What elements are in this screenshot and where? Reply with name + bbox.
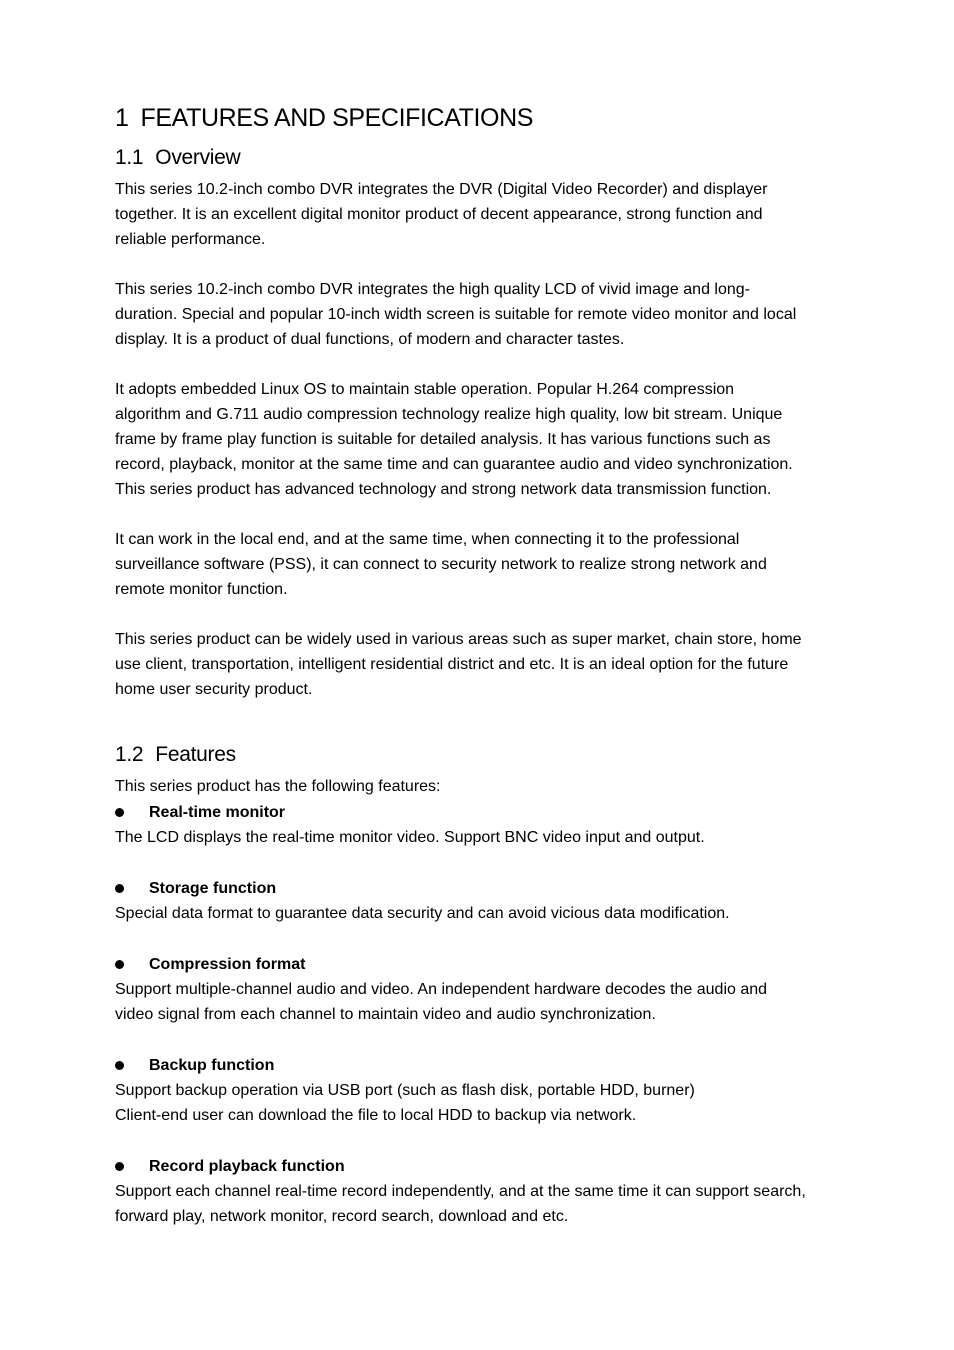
feature-title-compression-format: Compression format	[115, 952, 847, 977]
feature-item-record-playback	[115, 1154, 847, 1229]
feature-title-record-playback: Record playback function	[115, 1154, 847, 1179]
overview-title: Overview	[155, 146, 241, 169]
feature-desc-storage-function: Special data format to guarantee data security and can avoid vicious data modification.	[115, 905, 730, 922]
feature-item-realtime-monitor	[115, 800, 847, 850]
features-title: Features	[155, 743, 236, 766]
overview-number: 1.1	[115, 146, 144, 169]
chapter-heading	[115, 98, 847, 138]
feature-title-storage-function: Storage function	[115, 876, 847, 901]
overview-heading	[115, 143, 847, 173]
overview-paragraph-3: It adopts embedded Linux OS to maintain stable operation. Popular H.264 compression algorithm and G.711 audio compression technology realize high quality, low bit stream. Unique frame by frame play function is suitable for detailed analysis. It has various functions such as record, playback, monitor at the same time and can guarantee audio and video synchronization. This series product has advanced technology and strong network data transmission function.	[115, 381, 793, 498]
feature-item-compression-format	[115, 952, 847, 1027]
features-intro: This series product has the following features:	[115, 778, 441, 795]
feature-item-backup-function	[115, 1053, 847, 1128]
overview-paragraph-1: This series 10.2-inch combo DVR integrates the DVR (Digital Video Recorder) and displayer together. It is an excellent digital monitor product of decent appearance, strong function and reliable performance.	[115, 181, 768, 248]
document-page	[115, 98, 847, 1229]
bullet-icon	[115, 884, 124, 893]
chapter-title: FEATURES AND SPECIFICATIONS	[140, 104, 534, 132]
overview-paragraph-2: This series 10.2-inch combo DVR integrates the high quality LCD of vivid image and long- duration. Special and popular 10-inch width screen is suitable for remote video monitor and local display. It is a product of dual functions, of modern and character tastes.	[115, 281, 797, 348]
bullet-icon	[115, 1162, 124, 1171]
feature-desc-realtime-monitor: The LCD displays the real-time monitor video. Support BNC video input and output.	[115, 829, 705, 846]
overview-body	[115, 177, 847, 702]
feature-item-storage-function	[115, 876, 847, 926]
feature-title-backup-function: Backup function	[115, 1053, 847, 1078]
bullet-icon	[115, 808, 124, 817]
bullet-icon	[115, 1061, 124, 1070]
chapter-number: 1	[115, 104, 129, 132]
features-heading	[115, 740, 847, 770]
overview-paragraph-5: This series product can be widely used in various areas such as super market, chain store, home use client, transportation, intelligent residential district and etc. It is an ideal option for the future home user security product.	[115, 631, 802, 698]
features-number: 1.2	[115, 743, 144, 766]
overview-paragraph-4: It can work in the local end, and at the same time, when connecting it to the professional surveillance software (PSS), it can connect to security network to realize strong network and remote monitor function.	[115, 531, 767, 598]
feature-desc-backup-function: Support backup operation via USB port (such as flash disk, portable HDD, burner) Client-end user can download the file to local HDD to backup via network.	[115, 1082, 695, 1124]
bullet-icon	[115, 960, 124, 969]
feature-title-realtime-monitor: Real-time monitor	[115, 800, 847, 825]
feature-desc-compression-format: Support multiple-channel audio and video. An independent hardware decodes the audio and video signal from each channel to maintain video and audio synchronization.	[115, 981, 768, 1023]
feature-desc-record-playback: Support each channel real-time record independently, and at the same time it can support search, forward play, network monitor, record search, download and etc.	[115, 1183, 806, 1225]
